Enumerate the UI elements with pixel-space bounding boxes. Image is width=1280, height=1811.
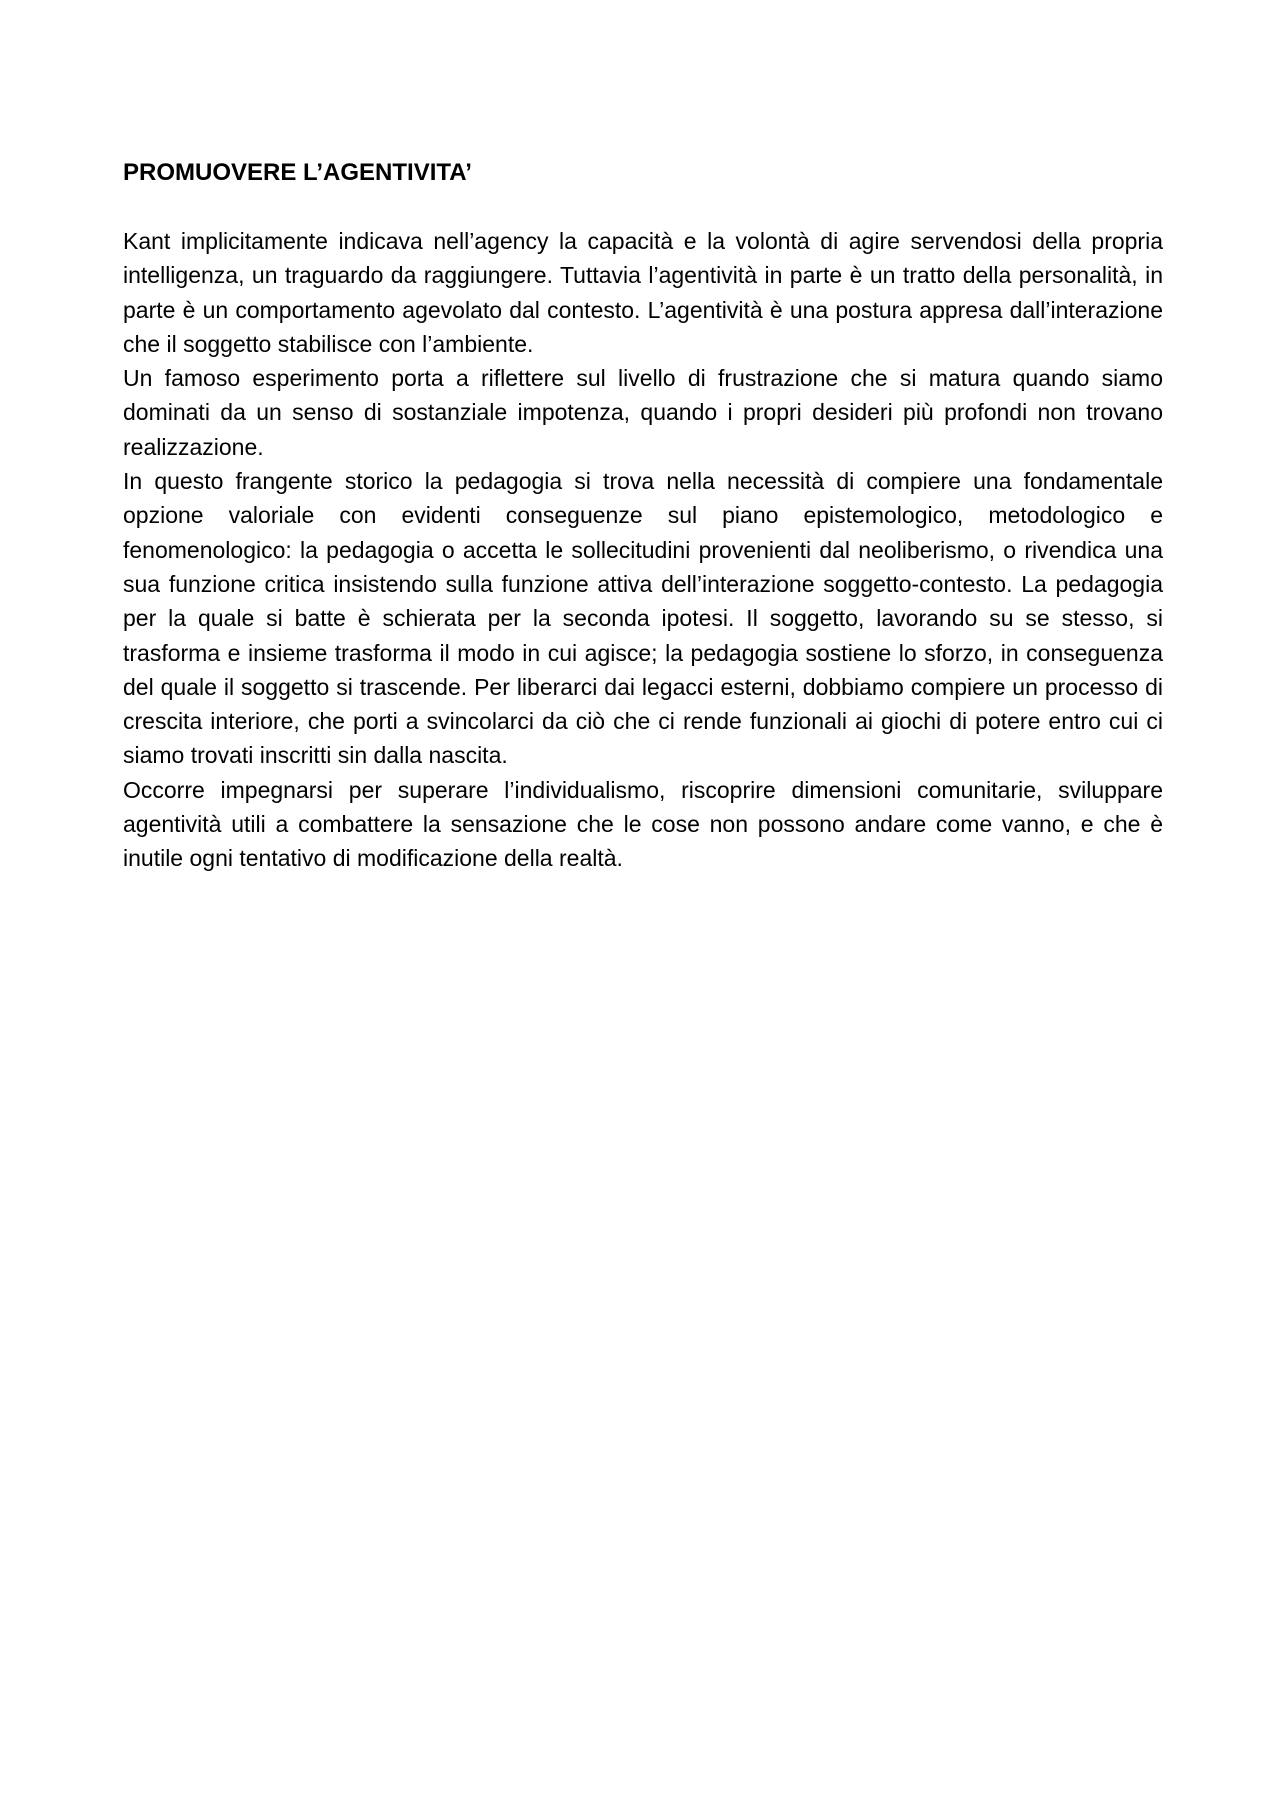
document-body: [123, 156, 1163, 876]
document-title: PROMUOVERE L’AGENTIVITA’: [123, 159, 472, 186]
paragraph-4: Occorre impegnarsi per superare l’individualismo, riscoprire dimensioni comunitarie, sviluppare agentività utili a combattere la sensazione che le cose non possono andare come vanno, e che è inutile ogni tentativo di modificazione della realtà.: [123, 776, 1163, 872]
paragraph-3: In questo frangente storico la pedagogia si trova nella necessità di compiere una fondamentale opzione valoriale con evidenti conseguenze sul piano epistemologico, metodologico e fenomenologico: la pedagogia o accetta le sollecitudini provenienti dal neoliberismo, o rivendica una sua funzione critica insistendo sulla funzione attiva dell’interazione soggetto-contesto. La pedagogia per la quale si batte è schierata per la seconda ipotesi. Il soggetto, lavorando su se stesso, si trasforma e insieme trasforma il modo in cui agisce; la pedagogia sostiene lo sforzo, in conseguenza del quale il soggetto si trascende. Per liberarci dai legacci esterni, dobbiamo compiere un processo di crescita interiore, che porti a svincolarci da ciò che ci rende funzionali ai giochi di potere entro cui ci siamo trovati inscritti sin dalla nascita.: [123, 468, 1163, 769]
paragraph-1: Kant implicitamente indicava nell’agency la capacità e la volontà di agire servendosi della propria intelligenza, un traguardo da raggiungere. Tuttavia l’agentività in parte è un tratto della personalità, in parte è un comportamento agevolato dal contesto. L’agentività è una postura appresa dall’interazione che il soggetto stabilisce con l’ambiente.: [123, 228, 1163, 357]
paragraph-2: Un famoso esperimento porta a riflettere sul livello di frustrazione che si matura quando siamo dominati da un senso di sostanziale impotenza, quando i propri desideri più profondi non trovano realizzazione.: [123, 365, 1163, 460]
